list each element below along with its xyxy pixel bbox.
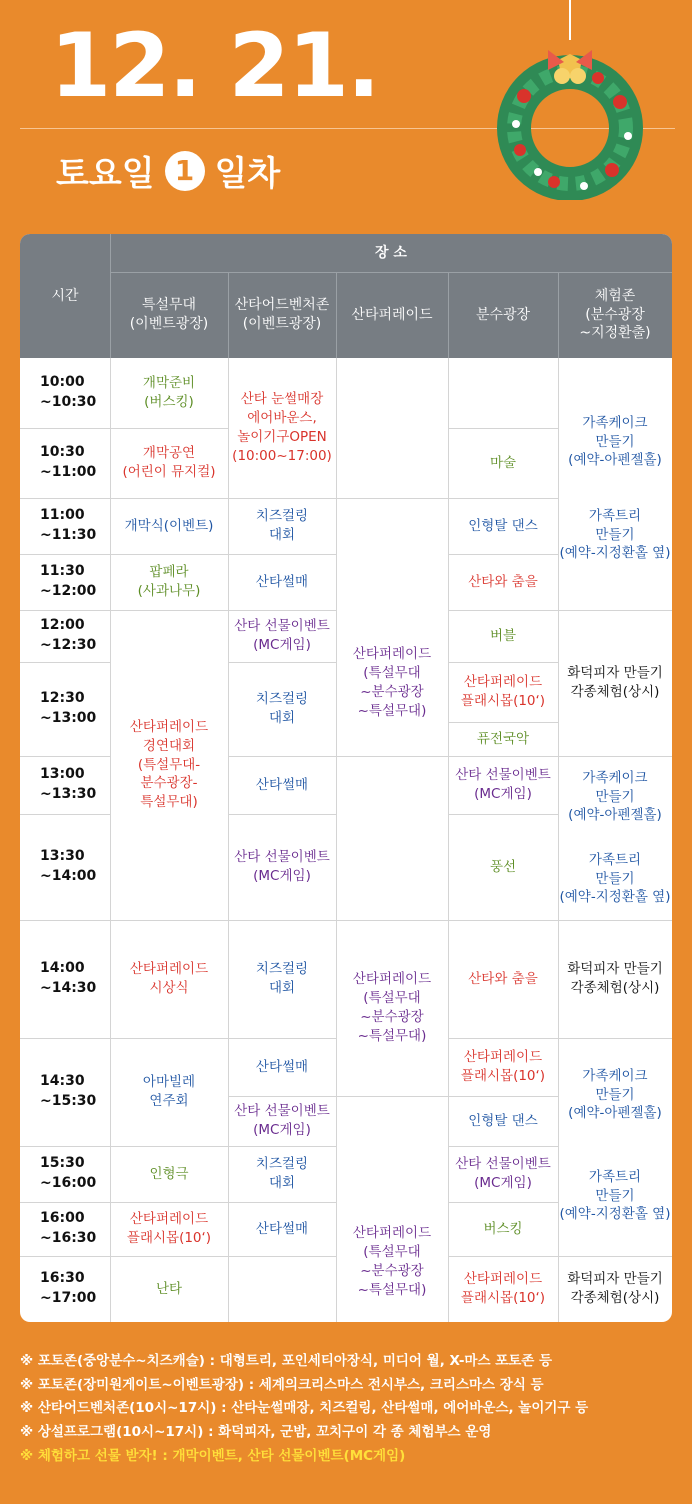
adventure-cell: 치즈컬링 대회 — [255, 1156, 309, 1191]
header-time: 시간 — [51, 287, 79, 304]
time-cell: 16:00 ~16:30 — [40, 1210, 97, 1246]
day-suffix: 일차 — [214, 154, 281, 194]
day-text: 토요일 — [56, 154, 155, 194]
time-cell: 12:30 ~13:00 — [40, 690, 97, 726]
experience-cell: 가족케이크 만들기 (예약-아펜젤홀) — [568, 1067, 662, 1122]
stage-cell: 개막공연 (어린이 뮤지컬) — [122, 445, 216, 480]
experience-cell: 가족케이크 만들기 (예약-아펜젤홀) — [568, 414, 662, 469]
stage-cell: 개막준비 (버스킹) — [142, 375, 196, 410]
notes — [20, 1350, 680, 1468]
time-cell: 15:30 ~16:00 — [40, 1155, 97, 1191]
table-header — [20, 234, 672, 358]
fountain-cell: 풍선 — [489, 858, 517, 875]
fountain-cell: 산타와 춤을 — [468, 970, 538, 987]
adventure-cell: 산타썰매 — [255, 776, 309, 793]
fountain-cell: 버스킹 — [483, 1220, 523, 1237]
time-cell: 14:30 ~15:30 — [40, 1073, 97, 1109]
time-cell: 11:00 ~11:30 — [40, 507, 97, 543]
header-parade: 산타퍼레이드 — [351, 306, 433, 323]
time-cell: 12:00 ~12:30 — [40, 617, 97, 653]
header-place: 장 소 — [375, 244, 407, 261]
header-stage: 특설무대 (이벤트광장) — [129, 297, 209, 332]
parade-cell: 산타퍼레이드 (특설무대 ~분수광장 ~특설무대) — [352, 1225, 432, 1298]
adventure-cell: 치즈컬링 대회 — [255, 508, 309, 543]
header-experience: 체험존 (분수광장 ~지정환출) — [579, 287, 651, 342]
time-cell: 11:30 ~12:00 — [40, 563, 97, 599]
stage-cell: 인형극 — [149, 1165, 189, 1182]
time-cell: 13:30 ~14:00 — [40, 848, 97, 884]
day-number-badge: 1 — [165, 151, 205, 191]
experience-cell: 화덕피자 만들기 각종체험(상시) — [567, 961, 663, 996]
stage-cell: 팝페라 (사과나무) — [137, 564, 201, 599]
schedule-table — [20, 234, 672, 1322]
experience-cell: 화덕피자 만들기 각종체험(상시) — [567, 1271, 663, 1306]
fountain-cell: 인형탈 댄스 — [468, 517, 538, 534]
time-cell: 10:00 ~10:30 — [40, 374, 97, 410]
note-item: ※ 상설프로그램(10시~17시) : 화덕피자, 군밤, 꼬치구이 각 종 체험부스 운영 — [20, 1423, 492, 1440]
fountain-cell: 산타퍼레이드 플래시몹(10‘) — [460, 674, 546, 709]
parade-cell: 산타퍼레이드 (특설무대 ~분수광장 ~특설무대) — [352, 646, 432, 719]
experience-cell: 화덕피자 만들기 각종체험(상시) — [567, 665, 663, 700]
fountain-cell: 버블 — [489, 627, 517, 644]
stage-cell: 산타퍼레이드 플래시몹(10‘) — [126, 1211, 212, 1246]
fountain-cell: 산타퍼레이드 플래시몹(10‘) — [460, 1049, 546, 1084]
fountain-cell: 산타퍼레이드 플래시몹(10‘) — [460, 1271, 546, 1306]
experience-cell: 가족트리 만들기 (예약-지정환홀 옆) — [559, 507, 671, 562]
time-cell: 14:00 ~14:30 — [40, 960, 97, 996]
adventure-cell: 산타썰매 — [255, 573, 309, 590]
fountain-cell: 마술 — [489, 454, 517, 471]
time-cell: 10:30 ~11:00 — [40, 444, 97, 480]
adventure-cell: 치즈컬링 대회 — [255, 691, 309, 726]
experience-cell: 가족케이크 만들기 (예약-아펜젤홀) — [568, 769, 662, 824]
adventure-cell: 치즈컬링 대회 — [255, 961, 309, 996]
stage-cell: 난타 — [155, 1280, 183, 1297]
christmas-wreath-icon — [488, 0, 652, 200]
parade-cell: 산타퍼레이드 (특설무대 ~분수광장 ~특설무대) — [352, 971, 432, 1044]
note-item-highlight: ※ 체험하고 선물 받자! : 개막이벤트, 산타 선물이벤트(MC게임) — [20, 1447, 406, 1464]
note-item: ※ 포토존(중앙분수~치즈캐슬) : 대형트리, 포인세티아장식, 미디어 월, X-마스 포토존 등 — [20, 1353, 553, 1369]
note-item: ※ 산타어드벤처존(10시~17시) : 산타눈썰매장, 치즈컬링, 산타썰매, 에어바운스, 놀이기구 등 — [20, 1400, 589, 1417]
header-fountain: 분수광장 — [475, 306, 531, 323]
time-cell: 16:30 ~17:00 — [40, 1270, 97, 1306]
time-cell: 13:00 ~13:30 — [40, 766, 97, 802]
adventure-cell: 산타 선물이벤트 (MC게임) — [234, 849, 330, 884]
adventure-cell: 산타썰매 — [255, 1220, 309, 1237]
date-title: 12. 21. — [50, 14, 379, 117]
adventure-cell: 산타 선물이벤트 (MC게임) — [234, 618, 330, 653]
stage-cell: 아마빌레 연주회 — [142, 1074, 196, 1109]
stage-cell: 산타퍼레이드 경연대회 (특설무대- 분수광장- 특설무대) — [129, 718, 209, 811]
adventure-cell: 산타 눈썰매장 에어바운스, 놀이기구OPEN (10:00~17:00) — [232, 391, 332, 464]
fountain-cell: 산타와 춤을 — [468, 573, 538, 590]
adventure-cell: 산타 선물이벤트 (MC게임) — [234, 1103, 330, 1138]
experience-cell: 가족트리 만들기 (예약-지정환홀 옆) — [559, 1168, 671, 1223]
day-label — [56, 146, 280, 195]
note-item: ※ 포토존(장미원게이트~이벤트광장) : 세계의크리스마스 전시부스, 크리스마스 장식 등 — [20, 1376, 544, 1393]
fountain-cell: 퓨전국악 — [476, 730, 530, 747]
stage-cell: 산타퍼레이드 시상식 — [129, 961, 209, 996]
fountain-cell: 산타 선물이벤트 (MC게임) — [455, 767, 551, 802]
fountain-cell: 인형탈 댄스 — [468, 1112, 538, 1129]
stage-cell: 개막식(이벤트) — [124, 517, 214, 534]
experience-cell: 가족트리 만들기 (예약-지정환홀 옆) — [559, 851, 671, 906]
fountain-cell: 산타 선물이벤트 (MC게임) — [455, 1156, 551, 1191]
adventure-cell: 산타썰매 — [255, 1058, 309, 1075]
header-adventure: 산타어드벤처존 (이벤트광장) — [234, 297, 330, 332]
